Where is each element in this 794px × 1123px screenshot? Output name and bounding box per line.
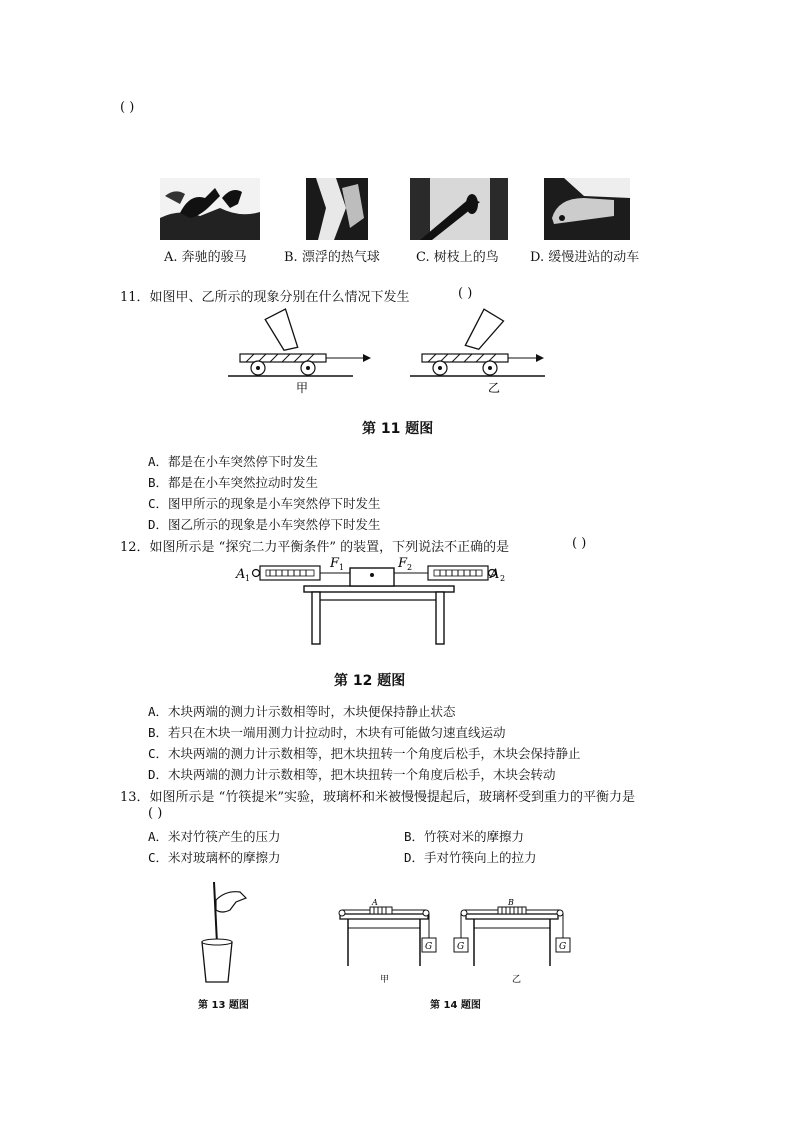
q11-option-b: B．都是在小车突然拉动时发生 xyxy=(148,475,319,490)
q11-stem: 11．如图甲、乙所示的现象分别在什么情况下发生 xyxy=(120,290,410,305)
q14-label-left: 甲 xyxy=(380,975,390,985)
q11-option-c: C．图甲所示的现象是小车突然停下时发生 xyxy=(148,496,381,511)
q13-figure-title: 第 13 题图 xyxy=(198,1000,249,1011)
q13-option-c: C．米对玻璃杯的摩擦力 xyxy=(148,850,281,865)
bird-photo-icon xyxy=(410,178,508,240)
q12-option-c: C．木块两端的测力计示数相等，把木块扭转一个角度后松手，木块会保持静止 xyxy=(148,746,581,761)
q14-weight-right-a: G xyxy=(457,942,465,952)
q13-bracket: ( ) xyxy=(148,806,163,821)
q12-label-a1: A xyxy=(236,567,246,582)
q12-label-a2: A xyxy=(490,567,500,582)
q12-spring-scale-left xyxy=(253,566,321,580)
q14-figure xyxy=(332,896,582,992)
q12-label-a2-sub: 2 xyxy=(500,574,506,583)
q13-option-a: A．米对竹筷产生的压力 xyxy=(148,829,281,844)
glass-cup-icon xyxy=(202,942,232,982)
q11-cart-left xyxy=(228,308,371,376)
q11-figure xyxy=(228,306,568,396)
q12-label-f1-sub: 1 xyxy=(339,563,345,572)
balloon-photo-icon xyxy=(306,178,368,240)
q12-label-f2: F xyxy=(398,556,408,571)
q12-figure-title: 第 12 题图 xyxy=(334,673,406,689)
q12-bracket: ( ) xyxy=(572,536,587,551)
q12-label-a1-sub: 1 xyxy=(245,574,251,583)
q11-option-a: A．都是在小车突然停下时发生 xyxy=(148,454,319,469)
top-answer-bracket: ( ) xyxy=(120,100,135,115)
horse-photo-icon xyxy=(160,178,260,240)
q11-figure-title: 第 11 题图 xyxy=(362,421,434,437)
q10-caption-c: C. 树枝上的鸟 xyxy=(416,250,499,265)
hand-icon xyxy=(216,892,246,912)
train-photo-icon xyxy=(544,178,630,240)
q10-caption-b: B. 漂浮的热气球 xyxy=(284,250,380,265)
q14-figure-title: 第 14 题图 xyxy=(430,1000,481,1011)
q11-bracket: ( ) xyxy=(458,286,473,301)
q11-cart-right xyxy=(410,307,545,376)
q14-setup-left xyxy=(339,898,436,966)
q12-figure xyxy=(232,556,512,652)
q14-weight-right-b: G xyxy=(559,942,567,952)
q13-option-d: D．手对竹筷向上的拉力 xyxy=(404,850,537,865)
q14-weight-left: G xyxy=(425,942,433,952)
q12-spring-scale-right xyxy=(428,566,496,580)
q12-label-f1: F xyxy=(330,556,340,571)
q10-caption-a: A. 奔驰的骏马 xyxy=(164,250,247,265)
q12-label-f2-sub: 2 xyxy=(407,563,413,572)
q13-stem: 13．如图所示是 “竹筷提米”实验，玻璃杯和米被慢慢提起后，玻璃杯受到重力的平衡力是 xyxy=(120,790,635,805)
q12-option-a: A．木块两端的测力计示数相等时，木块便保持静止状态 xyxy=(148,704,456,719)
q10-caption-d: D. 缓慢进站的动车 xyxy=(530,250,640,265)
q11-label-right: 乙 xyxy=(488,381,501,395)
q14-label-right: 乙 xyxy=(512,975,522,985)
q11-option-d: D．图乙所示的现象是小车突然停下时发生 xyxy=(148,517,381,532)
q12-stem: 12．如图所示是 “探究二力平衡条件” 的装置，下列说法不正确的是 xyxy=(120,540,510,555)
q11-label-left: 甲 xyxy=(296,381,309,395)
q12-option-b: B．若只在木块一端用测力计拉动时，木块有可能做匀速直线运动 xyxy=(148,725,506,740)
q14-block-b: B xyxy=(508,898,514,907)
q13-figure xyxy=(196,880,256,988)
q13-option-b: B．竹筷对米的摩擦力 xyxy=(404,829,525,844)
q14-setup-right xyxy=(454,898,570,966)
q14-block-a: A xyxy=(372,898,378,907)
q12-option-d: D．木块两端的测力计示数相等，把木块扭转一个角度后松手，木块会转动 xyxy=(148,767,556,782)
